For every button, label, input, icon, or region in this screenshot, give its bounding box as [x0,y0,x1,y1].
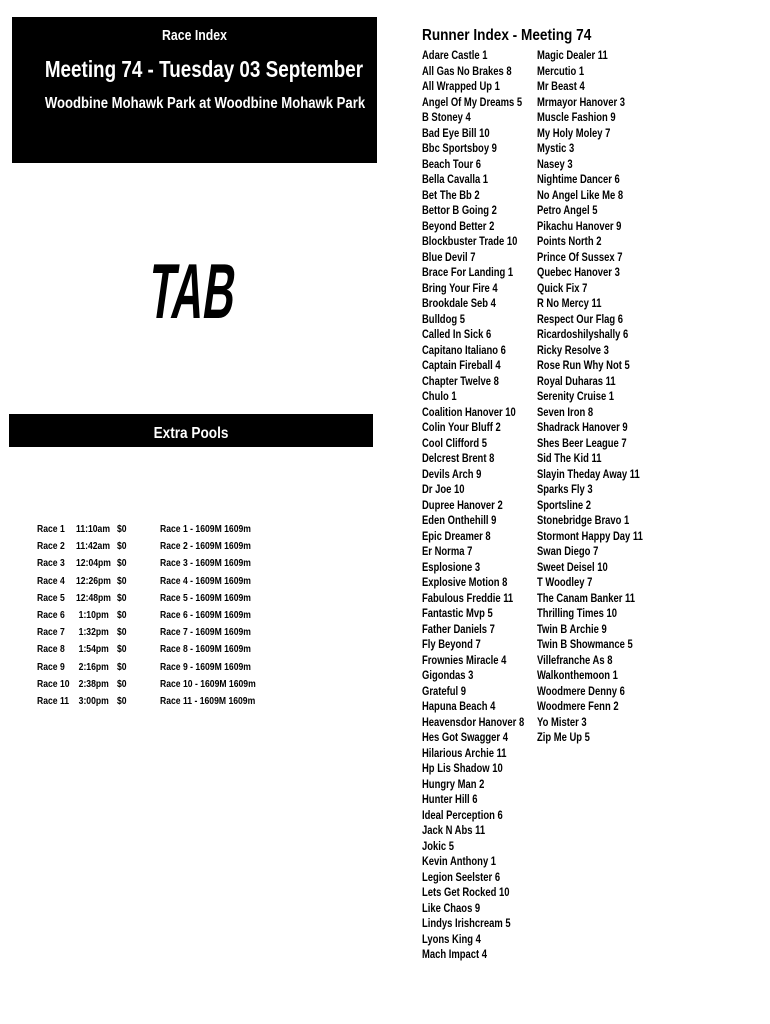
runner-entry: Brookdale Seb 4 [422,298,496,310]
race-pool: $0 [117,694,127,707]
runner-entry: Fabulous Freddie 11 [422,592,514,605]
runner-entry: Beyond Better 2 [422,220,495,233]
race-pool: $0 [117,557,127,570]
runner-entry: Heavensdor Hanover 8 [422,716,525,729]
race-description: Race 1 - 1609M 1609m [160,523,251,535]
race-time: 11:42am [76,540,110,553]
runner-entry: Eden Onthehill 9 [422,515,497,527]
runner-entry: Mr Beast 4 [537,81,585,93]
runner-entry: Bet The Bb 2 [422,189,480,202]
runner-entry: Zip Me Up 5 [537,732,590,744]
runner-entry: Quick Fix 7 [537,282,588,295]
race-description: Race 7 - 1609M 1609m [160,626,251,639]
runner-entry: Dupree Hanover 2 [422,499,503,512]
race-time: 12:48pm [76,591,111,604]
runner-entry: Woodmere Denny 6 [537,685,625,698]
runner-entry: Chapter Twelve 8 [422,375,499,388]
race-list [37,521,367,710]
runner-entry: Twin B Showmance 5 [537,639,633,651]
runner-entry: The Canam Banker 11 [537,592,636,605]
runner-entry: Dr Joe 10 [422,484,465,496]
runner-entry: Hes Got Swagger 4 [422,732,508,744]
race-row [37,676,367,693]
runner-entry: Hp Lis Shadow 10 [422,763,503,775]
race-row [37,624,367,641]
runner-entry: Like Chaos 9 [422,902,481,915]
race-label: Race 6 [37,608,65,621]
runner-entry: Sid The Kid 11 [537,453,602,465]
runner-entry: Petro Angel 5 [537,205,598,217]
runner-entry: Prince Of Sussex 7 [537,251,623,264]
race-label: Race 10 [37,677,70,690]
runner-entry: Cool Clifford 5 [422,437,487,450]
meeting-header [12,17,377,163]
runner-entry: Shadrack Hanover 9 [537,422,628,434]
race-time: 1:32pm [78,626,109,639]
runner-entry: Respect Our Flag 6 [537,313,623,326]
tab-logo [143,247,311,335]
runner-entry: Sportsline 2 [537,499,591,512]
runner-entry: Serenity Cruise 1 [537,391,615,403]
runner-entry: Quebec Hanover 3 [537,267,620,279]
venue-title: Woodbine Mohawk Park at Woodbine Mohawk Park [44,95,366,112]
runner-entry: Jokic 5 [422,840,454,853]
race-description: Race 11 - 1609M 1609m [160,694,256,707]
runner-entry: Angel Of My Dreams 5 [422,96,523,109]
runner-entry: Yo Mister 3 [537,716,587,729]
runner-entry: Bulldog 5 [422,313,465,326]
runner-entry: Ricky Resolve 3 [537,344,609,357]
race-pool: $0 [117,574,127,587]
tab-logo-text: TAB [143,247,311,335]
runner-entry: Lyons King 4 [422,933,481,946]
runner-entry: Mystic 3 [537,143,575,155]
runner-entry: Er Norma 7 [422,546,473,558]
runner-entry: Colin Your Bluff 2 [422,422,501,434]
runner-entry: Bella Cavalla 1 [422,174,489,186]
race-label: Race 7 [37,626,65,639]
runner-entry: Bbc Sportsboy 9 [422,143,497,155]
runner-entry: Mach Impact 4 [422,949,487,961]
race-row [37,555,367,572]
race-row [37,573,367,590]
runner-entry: Capitano Italiano 6 [422,344,506,357]
runner-entry: Delcrest Brent 8 [422,453,495,465]
runner-entry: Stonebridge Bravo 1 [537,515,630,527]
runner-entry: Fantastic Mvp 5 [422,608,493,620]
race-index-label: Race Index [162,27,227,44]
runner-entry: Muscle Fashion 9 [537,112,616,124]
runner-entry: Swan Diego 7 [537,546,599,558]
race-pool: $0 [117,608,127,621]
race-row [37,659,367,676]
runner-entry: All Wrapped Up 1 [422,81,500,93]
runner-entry: Hunter Hill 6 [422,794,478,806]
race-label: Race 5 [37,591,65,604]
runner-entry: Shes Beer League 7 [537,437,627,450]
runner-entry: No Angel Like Me 8 [537,189,624,202]
race-description: Race 4 - 1609M 1609m [160,574,251,587]
race-description: Race 9 - 1609M 1609m [160,660,251,673]
runner-entry: Esplosione 3 [422,561,481,574]
race-row [37,641,367,658]
runner-entry: Captain Fireball 4 [422,360,501,372]
runner-entry: Lets Get Rocked 10 [422,887,510,899]
runner-entry: Brace For Landing 1 [422,267,514,279]
race-pool: $0 [117,540,127,553]
runner-entry: T Woodley 7 [537,577,593,589]
race-time: 3:00pm [78,694,109,707]
race-description: Race 6 - 1609M 1609m [160,608,251,621]
runner-entry: Ricardoshilyshally 6 [537,329,629,341]
runner-entry: Fly Beyond 7 [422,639,481,651]
runner-entry: Frownies Miracle 4 [422,654,507,667]
runner-entry: Sweet Deisel 10 [537,561,608,574]
runner-entry: Hapuna Beach 4 [422,701,496,713]
runner-index-title: Runner Index - Meeting 74 [422,27,592,44]
runner-entry: Coalition Hanover 10 [422,406,516,419]
runner-entry: My Holy Moley 7 [537,127,611,140]
runner-entry: Magic Dealer 11 [537,50,608,62]
race-description: Race 8 - 1609M 1609m [160,643,251,656]
race-time: 12:04pm [76,557,111,570]
race-row [37,538,367,555]
race-time: 2:38pm [78,677,109,690]
runner-entry: Walkonthemoon 1 [537,670,618,682]
race-label: Race 2 [37,540,65,553]
race-pool: $0 [117,660,127,673]
race-time: 11:10am [76,523,110,535]
runner-entry: Lindys Irishcream 5 [422,918,511,930]
runner-entry: Twin B Archie 9 [537,623,607,636]
runner-column-1 [422,49,547,964]
runner-entry: Points North 2 [537,236,602,248]
runner-entry: Hungry Man 2 [422,778,485,791]
runner-entry: Bettor B Going 2 [422,205,497,217]
runner-entry: Adare Castle 1 [422,50,488,62]
runner-entry: R No Mercy 11 [537,298,602,310]
race-pool: $0 [117,643,127,656]
runner-entry: Woodmere Fenn 2 [537,701,619,713]
race-pool: $0 [117,523,127,535]
extra-pools-bar [9,414,373,447]
race-pool: $0 [117,677,127,690]
race-label: Race 8 [37,643,65,656]
runner-entry: Rose Run Why Not 5 [537,360,630,372]
runner-entry: Seven Iron 8 [537,406,594,419]
runner-entry: Devils Arch 9 [422,468,482,481]
race-pool: $0 [117,591,127,604]
runner-entry: Mrmayor Hanover 3 [537,96,626,109]
race-time: 12:26pm [76,574,111,587]
race-description: Race 2 - 1609M 1609m [160,540,251,553]
race-time: 1:54pm [78,643,109,656]
runner-entry: Stormont Happy Day 11 [537,530,643,543]
meeting-title: Meeting 74 - Tuesday 03 September [44,56,364,82]
runner-entry: Thrilling Times 10 [537,608,618,620]
runner-entry: Grateful 9 [422,685,467,698]
runner-entry: Chulo 1 [422,391,457,403]
runner-entry: Blockbuster Trade 10 [422,236,518,248]
runner-entry: Pikachu Hanover 9 [537,220,622,233]
runner-entry: Hilarious Archie 11 [422,747,507,760]
runner-entry: Legion Seelster 6 [422,871,501,884]
race-time: 2:16pm [78,660,109,673]
runner-entry: Kevin Anthony 1 [422,856,497,868]
race-label: Race 3 [37,557,65,570]
race-row [37,521,367,538]
race-label: Race 11 [37,694,70,707]
race-label: Race 4 [37,574,65,587]
runner-entry: Mercutio 1 [537,65,585,78]
runner-entry: Epic Dreamer 8 [422,530,491,543]
runner-entry: Jack N Abs 11 [422,825,486,837]
race-description: Race 3 - 1609M 1609m [160,557,251,570]
runner-entry: Nasey 3 [537,158,573,171]
runner-entry: All Gas No Brakes 8 [422,65,512,78]
extra-pools-title: Extra Pools [153,425,229,442]
runner-entry: Slayin Theday Away 11 [537,468,640,481]
race-label: Race 9 [37,660,65,673]
runner-column-2 [537,49,666,747]
runner-entry: Sparks Fly 3 [537,484,593,496]
race-row [37,590,367,607]
runner-entry: Nightime Dancer 6 [537,174,620,186]
runner-entry: Villefranche As 8 [537,654,613,667]
runner-entry: Explosive Motion 8 [422,577,508,589]
race-time: 1:10pm [78,608,109,621]
race-label: Race 1 [37,523,65,535]
runner-entry: Called In Sick 6 [422,329,492,341]
race-pool: $0 [117,626,127,639]
race-row [37,693,367,710]
race-description: Race 10 - 1609M 1609m [160,677,256,690]
runner-entry: Blue Devil 7 [422,251,476,264]
race-description: Race 5 - 1609M 1609m [160,591,251,604]
race-row [37,607,367,624]
runner-entry: Royal Duharas 11 [537,375,616,388]
runner-entry: Beach Tour 6 [422,158,482,171]
runner-entry: B Stoney 4 [422,112,471,124]
runner-entry: Bad Eye Bill 10 [422,127,490,140]
runner-entry: Father Daniels 7 [422,623,495,636]
runner-entry: Gigondas 3 [422,670,474,682]
runner-entry: Bring Your Fire 4 [422,282,498,295]
runner-entry: Ideal Perception 6 [422,809,503,822]
